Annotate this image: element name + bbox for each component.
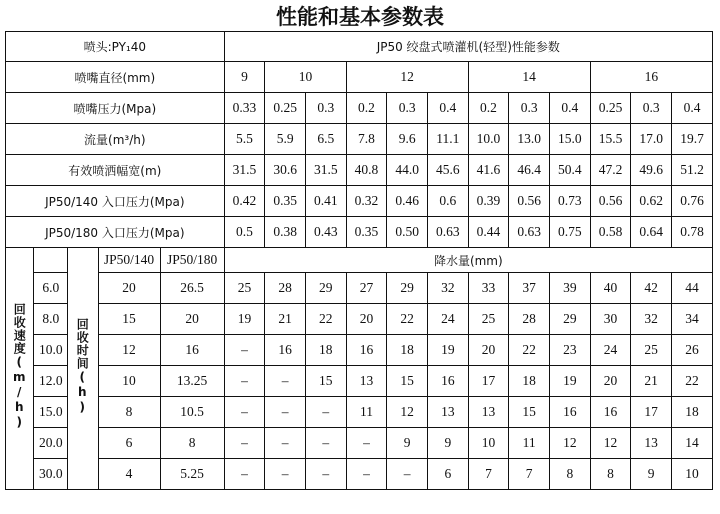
flow-cell: 15.0 [550, 124, 591, 155]
blank-cell [34, 248, 68, 273]
precip-cell: – [224, 366, 265, 397]
width-cell: 40.8 [346, 155, 387, 186]
precip-cell: 13 [631, 428, 672, 459]
speed-value: 15.0 [34, 397, 68, 428]
width-cell: 31.5 [305, 155, 346, 186]
time-140-value: 4 [98, 459, 160, 490]
precip-cell: 37 [509, 273, 550, 304]
jp140-cell: 0.39 [468, 186, 509, 217]
precip-cell: 32 [631, 304, 672, 335]
precip-cell: 16 [550, 397, 591, 428]
time-140-value: 10 [98, 366, 160, 397]
precip-cell: 39 [550, 273, 591, 304]
jp140-cell: 0.35 [265, 186, 306, 217]
precip-cell: 29 [305, 273, 346, 304]
precip-cell: – [224, 428, 265, 459]
jp140-cell: 0.41 [305, 186, 346, 217]
precip-cell: 19 [550, 366, 591, 397]
precip-cell: 18 [305, 335, 346, 366]
row-label: 喷嘴直径(mm) [6, 62, 225, 93]
jp180-cell: 0.75 [550, 217, 591, 248]
speed-value: 6.0 [34, 273, 68, 304]
jp140-cell: 0.46 [387, 186, 428, 217]
width-cell: 31.5 [224, 155, 265, 186]
flow-cell: 11.1 [427, 124, 468, 155]
precip-cell: 17 [631, 397, 672, 428]
nozzle-label: 喷头:PY₁40 [6, 32, 225, 62]
precip-cell: 24 [427, 304, 468, 335]
precip-cell: – [224, 397, 265, 428]
jp180-row [6, 217, 713, 248]
flow-cell: 15.5 [590, 124, 631, 155]
precip-cell: 9 [427, 428, 468, 459]
jp180-cell: 0.44 [468, 217, 509, 248]
precip-cell: 16 [346, 335, 387, 366]
precip-cell: 33 [468, 273, 509, 304]
precip-cell: 19 [427, 335, 468, 366]
pressure-cell: 0.3 [305, 93, 346, 124]
precip-cell: 11 [346, 397, 387, 428]
precip-cell: 11 [509, 428, 550, 459]
precip-cell: 27 [346, 273, 387, 304]
precip-cell: 17 [468, 366, 509, 397]
precip-cell: 6 [427, 459, 468, 490]
diameter-row [6, 62, 713, 93]
precip-cell: 20 [590, 366, 631, 397]
precip-cell: 18 [509, 366, 550, 397]
precip-cell: 10 [468, 428, 509, 459]
precip-cell: 15 [305, 366, 346, 397]
precip-label: 降水量(mm) [224, 248, 712, 273]
precip-cell: – [305, 397, 346, 428]
jp180-cell: 0.38 [265, 217, 306, 248]
row-label: 有效喷洒幅宽(m) [6, 155, 225, 186]
time-label: 回收时间(h) [75, 318, 90, 415]
precip-cell: 15 [509, 397, 550, 428]
pressure-cell: 0.3 [387, 93, 428, 124]
precip-cell: – [305, 459, 346, 490]
precip-cell: 26 [672, 335, 713, 366]
precip-cell: 7 [509, 459, 550, 490]
precip-cell: 20 [346, 304, 387, 335]
precip-header-row [6, 248, 713, 273]
flow-cell: 10.0 [468, 124, 509, 155]
jp140-row [6, 186, 713, 217]
speed-label: 回收速度(m/h) [12, 303, 27, 430]
precip-cell: 44 [672, 273, 713, 304]
jp180-cell: 0.35 [346, 217, 387, 248]
col-header-180: JP50/180 [160, 248, 224, 273]
precip-cell: 8 [550, 459, 591, 490]
precip-cell: 40 [590, 273, 631, 304]
row-label: 流量(m³/h) [6, 124, 225, 155]
width-cell: 49.6 [631, 155, 672, 186]
precip-cell: 29 [387, 273, 428, 304]
jp180-cell: 0.43 [305, 217, 346, 248]
precip-cell: 8 [590, 459, 631, 490]
diameter-cell: 14 [468, 62, 590, 93]
row-label: 喷嘴压力(Mpa) [6, 93, 225, 124]
jp140-cell: 0.32 [346, 186, 387, 217]
speed-value: 12.0 [34, 366, 68, 397]
precip-cell: – [224, 335, 265, 366]
jp180-cell: 0.5 [224, 217, 265, 248]
precip-cell: 34 [672, 304, 713, 335]
flow-cell: 6.5 [305, 124, 346, 155]
jp140-cell: 0.6 [427, 186, 468, 217]
precip-cell: – [265, 459, 306, 490]
precip-cell: 13 [468, 397, 509, 428]
pressure-row [6, 93, 713, 124]
precip-cell: – [265, 397, 306, 428]
precip-row [6, 273, 713, 304]
precip-cell: 28 [509, 304, 550, 335]
jp140-cell: 0.76 [672, 186, 713, 217]
precip-cell: 22 [509, 335, 550, 366]
diameter-cell: 9 [224, 62, 265, 93]
speed-value: 10.0 [34, 335, 68, 366]
precip-cell: 19 [224, 304, 265, 335]
flow-cell: 5.5 [224, 124, 265, 155]
pressure-cell: 0.2 [468, 93, 509, 124]
flow-cell: 9.6 [387, 124, 428, 155]
time-180-value: 13.25 [160, 366, 224, 397]
jp140-cell: 0.56 [509, 186, 550, 217]
section-title: JP50 绞盘式喷灌机(轻型)性能参数 [224, 32, 712, 62]
precip-cell: – [224, 459, 265, 490]
precip-cell: 30 [590, 304, 631, 335]
precip-cell: 9 [631, 459, 672, 490]
precip-cell: 15 [387, 366, 428, 397]
time-140-value: 8 [98, 397, 160, 428]
pressure-cell: 0.3 [509, 93, 550, 124]
time-axis-label [68, 248, 99, 490]
precip-cell: 25 [631, 335, 672, 366]
time-140-value: 15 [98, 304, 160, 335]
precip-cell: 16 [427, 366, 468, 397]
width-cell: 45.6 [427, 155, 468, 186]
precip-cell: 21 [265, 304, 306, 335]
pressure-cell: 0.2 [346, 93, 387, 124]
precip-cell: 29 [550, 304, 591, 335]
precip-cell: 13 [346, 366, 387, 397]
diameter-cell: 12 [346, 62, 468, 93]
precip-cell: 13 [427, 397, 468, 428]
jp180-cell: 0.63 [427, 217, 468, 248]
pressure-cell: 0.4 [672, 93, 713, 124]
width-cell: 47.2 [590, 155, 631, 186]
precip-cell: 7 [468, 459, 509, 490]
precip-row [6, 366, 713, 397]
precip-cell: 21 [631, 366, 672, 397]
time-140-value: 12 [98, 335, 160, 366]
col-header-140: JP50/140 [98, 248, 160, 273]
precip-cell: 18 [387, 335, 428, 366]
time-140-value: 20 [98, 273, 160, 304]
jp180-cell: 0.50 [387, 217, 428, 248]
precip-row [6, 304, 713, 335]
jp180-cell: 0.64 [631, 217, 672, 248]
header-row [6, 32, 713, 62]
jp140-cell: 0.73 [550, 186, 591, 217]
flow-cell: 5.9 [265, 124, 306, 155]
precip-cell: 22 [672, 366, 713, 397]
flow-cell: 13.0 [509, 124, 550, 155]
row-label: JP50/140 入口压力(Mpa) [6, 186, 225, 217]
precip-cell: 24 [590, 335, 631, 366]
performance-table [5, 31, 713, 490]
precip-row [6, 428, 713, 459]
jp180-cell: 0.63 [509, 217, 550, 248]
precip-row [6, 335, 713, 366]
jp180-cell: 0.58 [590, 217, 631, 248]
precip-cell: – [265, 366, 306, 397]
time-180-value: 16 [160, 335, 224, 366]
jp180-cell: 0.78 [672, 217, 713, 248]
flow-cell: 17.0 [631, 124, 672, 155]
precip-row [6, 459, 713, 490]
pressure-cell: 0.25 [265, 93, 306, 124]
time-180-value: 20 [160, 304, 224, 335]
precip-cell: 25 [224, 273, 265, 304]
precip-cell: 14 [672, 428, 713, 459]
time-180-value: 10.5 [160, 397, 224, 428]
precip-cell: – [346, 428, 387, 459]
width-row [6, 155, 713, 186]
time-180-value: 5.25 [160, 459, 224, 490]
jp140-cell: 0.56 [590, 186, 631, 217]
speed-value: 20.0 [34, 428, 68, 459]
precip-cell: – [265, 428, 306, 459]
time-180-value: 8 [160, 428, 224, 459]
time-180-value: 26.5 [160, 273, 224, 304]
pressure-cell: 0.4 [550, 93, 591, 124]
precip-cell: 18 [672, 397, 713, 428]
flow-row [6, 124, 713, 155]
precip-cell: 22 [387, 304, 428, 335]
precip-cell: 32 [427, 273, 468, 304]
table-title: 性能和基本参数表 [276, 5, 444, 29]
precip-cell: 25 [468, 304, 509, 335]
precip-cell: 42 [631, 273, 672, 304]
precip-cell: – [346, 459, 387, 490]
pressure-cell: 0.4 [427, 93, 468, 124]
pressure-cell: 0.25 [590, 93, 631, 124]
precip-cell: – [387, 459, 428, 490]
precip-cell: 12 [387, 397, 428, 428]
precip-cell: 16 [590, 397, 631, 428]
speed-axis-label [6, 248, 34, 490]
row-label: JP50/180 入口压力(Mpa) [6, 217, 225, 248]
precip-cell: 12 [590, 428, 631, 459]
diameter-cell: 10 [265, 62, 346, 93]
speed-value: 30.0 [34, 459, 68, 490]
width-cell: 51.2 [672, 155, 713, 186]
jp140-cell: 0.62 [631, 186, 672, 217]
pressure-cell: 0.33 [224, 93, 265, 124]
precip-row [6, 397, 713, 428]
precip-cell: 28 [265, 273, 306, 304]
pressure-cell: 0.3 [631, 93, 672, 124]
width-cell: 50.4 [550, 155, 591, 186]
time-140-value: 6 [98, 428, 160, 459]
precip-cell: 23 [550, 335, 591, 366]
speed-value: 8.0 [34, 304, 68, 335]
precip-cell: 10 [672, 459, 713, 490]
precip-cell: 20 [468, 335, 509, 366]
diameter-cell: 16 [590, 62, 712, 93]
flow-cell: 7.8 [346, 124, 387, 155]
flow-cell: 19.7 [672, 124, 713, 155]
width-cell: 44.0 [387, 155, 428, 186]
precip-cell: – [305, 428, 346, 459]
precip-cell: 9 [387, 428, 428, 459]
jp140-cell: 0.42 [224, 186, 265, 217]
precip-cell: 12 [550, 428, 591, 459]
width-cell: 41.6 [468, 155, 509, 186]
width-cell: 30.6 [265, 155, 306, 186]
precip-cell: 22 [305, 304, 346, 335]
precip-cell: 16 [265, 335, 306, 366]
width-cell: 46.4 [509, 155, 550, 186]
